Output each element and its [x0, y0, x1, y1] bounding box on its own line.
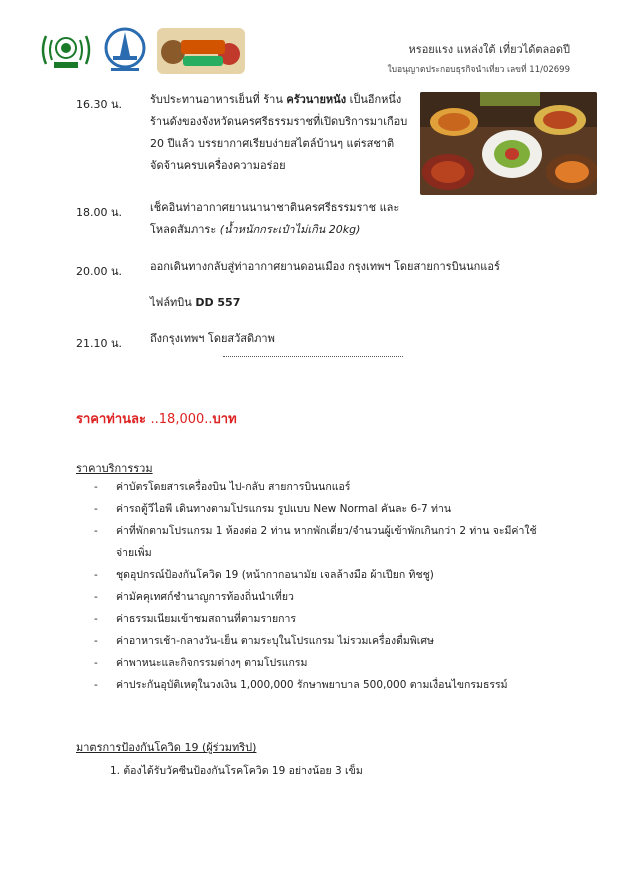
time-1630: 16.30 น.: [76, 98, 123, 111]
desc-line: 20 ปีแล้ว บรรยากาศเรียบง่ายสไตล์บ้านๆ แต่รสชาติ: [150, 137, 395, 150]
itinerary-dinner-desc: [150, 89, 415, 177]
desc-line: โหลดสัมภาระ (น้ำหนักกระเป๋าไม่เกิน 20kg): [150, 223, 361, 236]
list-item: - ค่าบัตรโดยสารเครื่องบิน ไป-กลับ สายการบินนกแอร์: [94, 481, 351, 493]
food-photo: [420, 92, 597, 195]
price-value: ..18,000..: [150, 412, 213, 427]
dotted-divider: [223, 356, 403, 357]
flight-number: DD 557: [195, 296, 241, 309]
list-item: - ค่าประกันอุบัติเหตุในวงเงิน 1,000,000 รักษาพยาบาล 500,000 ตามเงื่อนไขกรมธรรม์: [94, 679, 508, 691]
desc-line: ออกเดินทางกลับสู่ท่าอากาศยานดอนเมือง กรุงเทพฯ โดยสายการบินนกแอร์: [150, 260, 500, 273]
desc-line: รับประทานอาหารเย็นที่ ร้าน ครัวนายหนัง เป็นอีกหนึ่ง: [150, 93, 402, 106]
list-item: - ค่าธรรมเนียมเข้าชมสถานที่ตามรายการ: [94, 613, 297, 625]
covid-title: มาตรการป้องกันโควิด 19 (ผู้ร่วมทริป): [76, 741, 257, 754]
price-line: [76, 408, 237, 429]
included-list: [94, 476, 544, 696]
list-item: - ค่ารถตู้วีไอพี เดินทางตามโปรแกรม รูปแบบ New Normal คันละ 6-7 ท่าน: [94, 503, 452, 515]
time-1800: 18.00 น.: [76, 206, 123, 219]
price-label: ราคาท่านละ: [76, 412, 146, 427]
covid-item-1: 1. ต้องได้รับวัคซีนป้องกันโรคโควิด 19 อย่างน้อย 3 เข็ม: [110, 765, 363, 777]
desc-line: ไฟล์ทบิน DD 557: [150, 296, 241, 309]
itinerary-checkin-desc: [150, 197, 420, 241]
baggage-note: (น้ำหนักกระเป๋าไม่เกิน 20kg): [219, 223, 361, 236]
list-item: - ค่าพาหนะและกิจกรรมต่างๆ ตามโปรแกรม: [94, 657, 308, 669]
desc-line: เช็คอินท่าอากาศยานนานาชาตินครศรีธรรมราช และ: [150, 201, 400, 214]
list-item: - ค่าที่พักตามโปรแกรม 1 ห้องต่อ 2 ท่าน หากพักเดี่ยว/จำนวนผู้เข้าพักเกินกว่า 2 ท่าน จะมีค่าใช้จ่ายเพิ่ม: [94, 525, 537, 559]
itinerary-arrival-desc: ถึงกรุงเทพฯ โดยสวัสดิภาพ: [150, 332, 275, 345]
province-seal-logo: [103, 26, 147, 74]
list-item: - ชุดอุปกรณ์ป้องกันโควิด 19 (หน้ากากอนามัย เจลล้างมือ ผ้าเปียก ทิชชู): [94, 569, 434, 581]
list-item: - ค่ามัคคุเทศก์ชำนาญการท้องถิ่นนำเที่ยว: [94, 591, 294, 603]
itinerary-departure-desc: [150, 256, 550, 314]
list-item: - ค่าอาหารเช้า-กลางวัน-เย็น ตามระบุในโปรแกรม ไม่รวมเครื่องดื่มพิเศษ: [94, 635, 434, 647]
header-license: ใบอนุญาตประกอบธุรกิจนำเที่ยว เลขที่ 11/02699: [387, 65, 570, 75]
price-unit: บาท: [212, 412, 237, 427]
restaurant-name: ครัวนายหนัง: [286, 93, 347, 106]
desc-line: จัดจ้านครบเครื่องความอร่อย: [150, 159, 286, 172]
time-2110: 21.10 น.: [76, 337, 123, 350]
desc-line: ร้านดังของจังหวัดนครศรีธรรมราชที่เปิดบริการมาเกือบ: [150, 115, 408, 128]
included-title: ราคาบริการรวม: [76, 462, 153, 475]
horoy-raeng-logo: [157, 24, 245, 76]
header-title: หรอยแรง แหล่งใต้ เที่ยวได้ตลอดปี: [408, 43, 570, 56]
time-2000: 20.00 น.: [76, 265, 123, 278]
tourism-logo: [38, 28, 94, 72]
